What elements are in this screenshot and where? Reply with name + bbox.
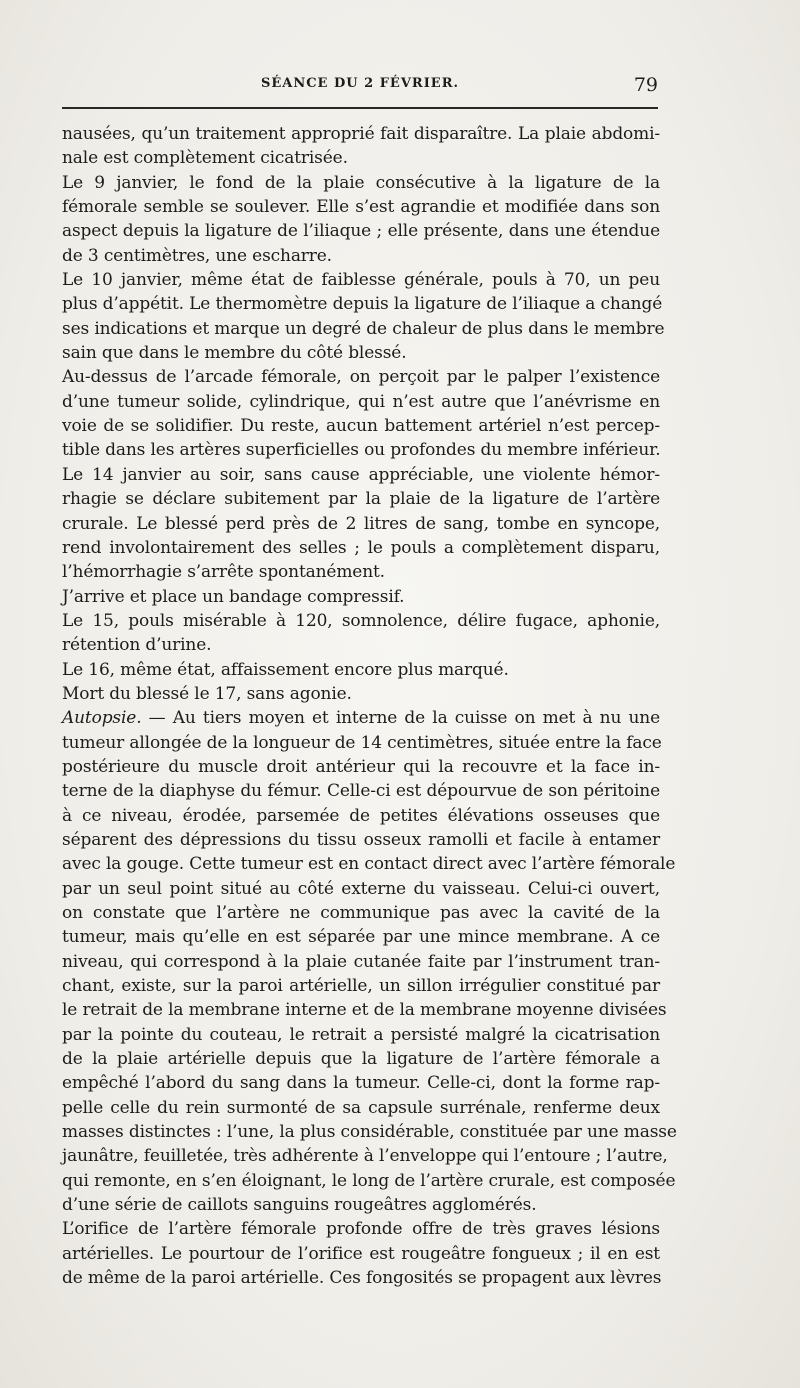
text-line: rend involontairement des selles ; le pouls a complètement disparu, <box>62 537 660 558</box>
text-line: rétention d’urine. <box>62 635 212 656</box>
text-line: Le 15, pouls misérable à 120, somnolence, délire fugace, aphonie, <box>62 610 660 631</box>
text-line: l’hémorrhagie s’arrête spontanément. <box>62 562 385 583</box>
text-line: artérielles. Le pourtour de l’orifice est rougeâtre fongueux ; il en est <box>62 1243 660 1264</box>
text-line: Le 9 janvier, le fond de la plaie consécutive à la ligature de la <box>62 172 660 193</box>
text-line: empêché l’abord du sang dans la tumeur. Celle-ci, dont la forme rap- <box>62 1073 660 1094</box>
text-line: nale est complètement cicatrisée. <box>62 148 348 169</box>
text-line <box>62 706 660 730</box>
line-text: — Au tiers moyen et interne de la cuisse on met à nu une <box>141 708 660 729</box>
text-line: à ce niveau, érodée, parsemée de petites élévations osseuses que <box>62 805 660 826</box>
text-line: sain que dans le membre du côté blessé. <box>62 343 407 364</box>
text-line: L’orifice de l’artère fémorale profonde offre de très graves lésions <box>62 1219 660 1240</box>
text-line: Mort du blessé le 17, sans agonie. <box>62 683 352 704</box>
text-line: ses indications et marque un degré de chaleur de plus dans le membre <box>62 318 665 339</box>
text-line: le retrait de la membrane interne et de la membrane moyenne divisées <box>62 1000 667 1021</box>
text-line: par la pointe du couteau, le retrait a persisté malgré la cicatrisation <box>62 1024 660 1045</box>
text-line: d’une tumeur solide, cylindrique, qui n’est autre que l’anévrisme en <box>62 391 660 412</box>
header-rule <box>62 107 658 109</box>
text-line: de 3 centimètres, une escharre. <box>62 245 332 266</box>
text-line: de la plaie artérielle depuis que la ligature de l’artère fémorale a <box>62 1049 660 1070</box>
text-line: tumeur allongée de la longueur de 14 centimètres, située entre la face <box>62 732 662 753</box>
text-line: par un seul point situé au côté externe du vaisseau. Celui-ci ouvert, <box>62 878 660 899</box>
page-number: 79 <box>633 74 658 96</box>
running-head: SÉANCE DU 2 FÉVRIER. <box>260 76 460 91</box>
text-line: terne de la diaphyse du fémur. Celle-ci est dépourvue de son péritoine <box>62 781 660 802</box>
text-line: plus d’appétit. Le thermomètre depuis la ligature de l’iliaque a changé <box>62 294 663 315</box>
section-lead: Autopsie. <box>62 708 142 729</box>
text-line: aspect depuis la ligature de l’iliaque ; elle présente, dans une étendue <box>62 221 660 242</box>
text-line: masses distinctes : l’une, la plus considérable, constituée par une masse <box>62 1122 677 1143</box>
text-line: niveau, qui correspond à la plaie cutanée faite par l’instrument tran- <box>62 951 660 972</box>
text-line: Le 10 janvier, même état de faiblesse générale, pouls à 70, un peu <box>62 270 660 291</box>
text-line: postérieure du muscle droit antérieur qui la recouvre et la face in- <box>62 756 660 777</box>
page-header <box>62 74 658 102</box>
text-line: séparent des dépressions du tissu osseux ramolli et facile à entamer <box>62 829 660 850</box>
text-line: tumeur, mais qu’elle en est séparée par une mince membrane. A ce <box>62 927 660 948</box>
body-text <box>62 122 677 1291</box>
text-line: chant, existe, sur la paroi artérielle, un sillon irrégulier constitué par <box>62 976 660 997</box>
text-line: rhagie se déclare subitement par la plaie de la ligature de l’artère <box>62 489 660 510</box>
text-line: qui remonte, en s’en éloignant, le long de l’artère crurale, est composée <box>62 1170 676 1191</box>
text-line: de même de la paroi artérielle. Ces fongosités se propagent aux lèvres <box>62 1268 662 1289</box>
text-line: jaunâtre, feuilletée, très adhérente à l’enveloppe qui l’entoure ; l’autre, <box>62 1146 668 1167</box>
text-line: fémorale semble se soulever. Elle s’est agrandie et modifiée dans son <box>62 197 660 218</box>
text-line: pelle celle du rein surmonté de sa capsule surrénale, renferme deux <box>62 1097 660 1118</box>
text-line: on constate que l’artère ne communique pas avec la cavité de la <box>62 903 660 923</box>
text-line: avec la gouge. Cette tumeur est en contact direct avec l’artère fémorale <box>62 854 676 875</box>
text-line: Le 16, même état, affaissement encore plus marqué. <box>62 659 509 680</box>
text-line: voie de se solidifier. Du reste, aucun battement artériel n’est percep- <box>62 416 660 437</box>
text-line: nausées, qu’un traitement approprié fait disparaître. La plaie abdomi- <box>62 124 660 144</box>
text-line: tible dans les artères superficielles ou profondes du membre inférieur. <box>62 440 661 461</box>
text-line: J’arrive et place un bandage compressif. <box>62 586 405 607</box>
text-line: Le 14 janvier au soir, sans cause appréciable, une violente hémor- <box>62 464 660 485</box>
text-line: crurale. Le blessé perd près de 2 litres de sang, tombe en syncope, <box>62 513 660 534</box>
text-line: d’une série de caillots sanguins rougeâtres agglomérés. <box>62 1195 537 1216</box>
text-line: Au-dessus de l’arcade fémorale, on perçoit par le palper l’existence <box>62 367 660 388</box>
